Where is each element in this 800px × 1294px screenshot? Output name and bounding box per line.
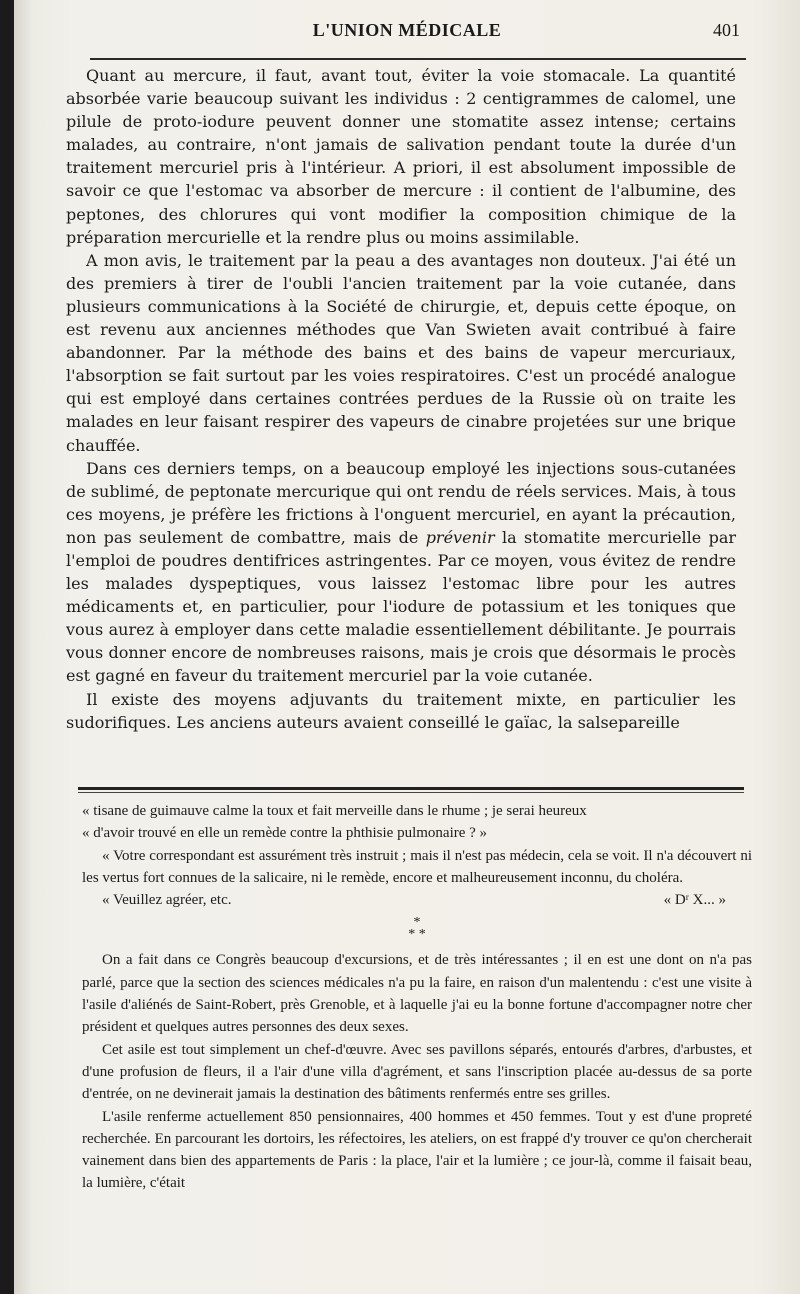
asterism (82, 917, 752, 941)
paragraph-congres: On a fait dans ce Congrès beaucoup d'excursions, et de très intéressantes ; il en est une dont on n'a pas parlé, parce que la section des sciences médicales n'a pu la faire, en raison d'un malentendu : c'est une visite à l'asile d'aliénés de Saint-Robert, près Grenoble, et à laquelle j'ai eu la bonne fortune d'accompagner notre cher président et quelques autres personnes des deux sexes. (82, 952, 752, 1036)
italic-prevenir: prévenir (425, 527, 495, 547)
main-text-column (66, 64, 736, 734)
paragraph-asile: Cet asile est tout simplement un chef-d'œuvre. Avec ses pavillons séparés, entourés d'arbres, d'arbustes, et d'une profusion de fleurs, il a l'air d'une villa d'agrément, et sans l'inscription placée au-dessus de sa porte d'entrée, on ne devinerait jamais la destination des bâtiments renfermés entre ses grilles. (82, 1041, 752, 1103)
quote-line-1: « tisane de guimauve calme la toux et fait merveille dans le rhume ; je serai heureux (82, 803, 587, 819)
closing-row (82, 889, 752, 911)
section-separator-thin (78, 792, 744, 793)
asterism-bottom: * * (408, 927, 426, 943)
section-separator-thick (78, 787, 744, 790)
header-rule (90, 58, 746, 60)
feuilleton-section (82, 800, 752, 1195)
closing-left: « Veuillez agréer, etc. (102, 892, 232, 909)
journal-page (14, 0, 800, 1294)
paragraph-avis: A mon avis, le traitement par la peau a des avantages non douteux. J'ai été un des premiers à tirer de l'oubli l'ancien traitement par la voie cutanée, dans plusieurs communications à la Société de chirurgie, et, depuis cette époque, on est revenu aux anciennes méthodes que Van Swieten avait contribué à faire abandonner. Par la méthode des bains et des bains de vapeur mercuriaux, l'absorption se fait surtout par les voies respiratoires. C'est un procédé analogue qui est employé dans certaines contrées perdues de la Russie où on traite les malades en leur faisant respirer des vapeurs de cinabre projetées sur une brique chauffée. (66, 250, 736, 455)
closing-signature: « Dʳ X... » (663, 892, 726, 909)
page-number: 401 (713, 20, 740, 40)
paragraph-pensionnaires: L'asile renferme actuellement 850 pensionnaires, 400 hommes et 450 femmes. Tout y est d'une propreté recherchée. En parcourant les dortoirs, les réfectoires, les ateliers, on est frappé d'y trouver ce qu'on chercherait vainement dans bien des appartements de Paris : la place, l'air et la lumière ; ce jour-là, comme il faisait beau, la lumière, c'était (82, 1108, 752, 1192)
paragraph-injections-part2: la stomatite mercurielle par l'emploi de poudres dentifrices astringentes. Par ce moyen, vous évitez de rendre les malades dyspeptiques, vous laissez l'estomac libre pour les autres médicaments et, en particulier, pour l'iodure de potassium et les toniques que vous aurez à employer dans cette maladie essentiellement débilitante. Je pourrais vous donner encore de nombreuses raisons, mais je crois que désormais le procès est gagné en faveur du traitement mercuriel par la voie cutanée. (66, 527, 737, 686)
quote-paragraph: « Votre correspondant est assurément très instruit ; mais il n'est pas médecin, cela se voit. Il n'a découvert ni les vertus fort connues de la salicaire, ni le remède, encore et malheureusement inconnu, du choléra. (82, 847, 752, 886)
paragraph-adjuvants: Il existe des moyens adjuvants du traitement mixte, en particulier les sudorifiques. Les anciens auteurs avaient conseillé le gaïac, la salsepareille (66, 689, 736, 732)
journal-title: L'UNION MÉDICALE (312, 20, 502, 40)
paragraph-mercure: Quant au mercure, il faut, avant tout, éviter la voie stomacale. La quantité absorbée varie beaucoup suivant les individus : 2 centigrammes de calomel, une pilule de proto-iodure peuvent donner une stomatite assez intense; certains malades, au contraire, n'ont jamais de salivation pendant toute la durée d'un traitement mercuriel pris à l'intérieur. A priori, il est absolument impossible de savoir ce que l'estomac va absorber de mercure : il contient de l'albumine, des peptones, des chlorures qui vont modifier la composition chimique de la préparation mercurielle et la rendre plus ou moins assimilable. (66, 66, 736, 247)
paragraph-injections-part1: Dans ces derniers temps, on a beaucoup employé les injections sous-cutanées de sublimé, de peptonate mercurique qui ont rendu de réels services. Mais, à tous ces moyens, je préfère les frictions à l'onguent mercuriel, en ayant la précaution, non pas seulement de combattre, mais de (66, 458, 736, 547)
asterism-top: * (413, 915, 421, 931)
paragraph-injections (66, 457, 736, 688)
quote-line-2: « d'avoir trouvé en elle un remède contre la phthisie pulmonaire ? » (82, 825, 488, 842)
running-header (14, 16, 800, 46)
